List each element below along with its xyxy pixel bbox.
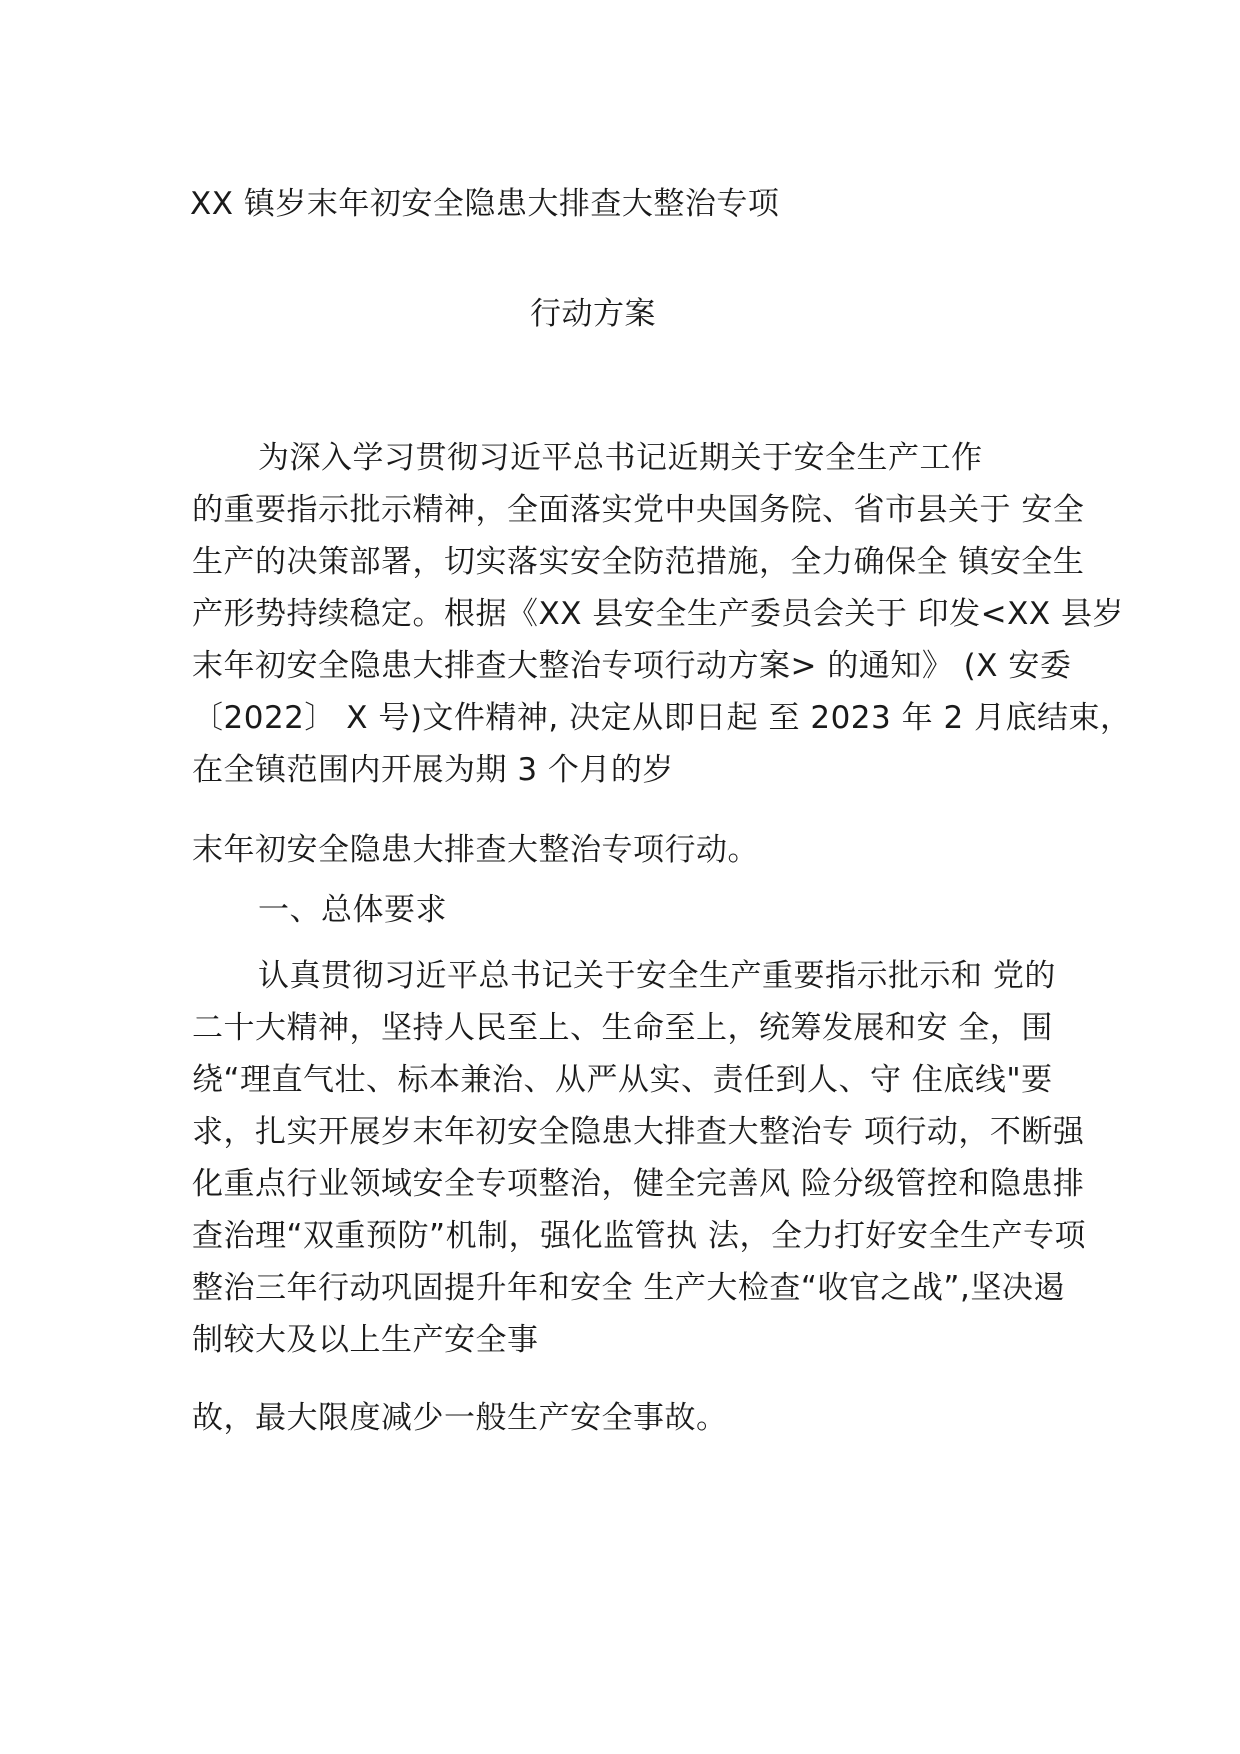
paragraph1-line-7: 在全镇范围内开展为期 3 个月的岁 (192, 752, 674, 788)
paragraph2-line-2: 二十大精神，坚持人民至上、生命至上，统筹发展和安 全，围 (192, 1010, 1053, 1046)
paragraph2-line-4: 求，扎实开展岁末年初安全隐患大排查大整治专 项行动，不断强 (192, 1114, 1085, 1150)
paragraph2-line-8: 制较大及以上生产安全事 (192, 1322, 539, 1358)
paragraph2-line-1: 认真贯彻习近平总书记关于安全生产重要指示批示和 党的 (258, 958, 1056, 994)
paragraph1-line-8: 末年初安全隐患大排查大整治专项行动。 (192, 832, 759, 868)
paragraph2-line-7: 整治三年行动巩固提升年和安全 生产大检查“收官之战”,坚决遏 (192, 1270, 1065, 1306)
paragraph2-line-9: 故，最大限度减少一般生产安全事故。 (192, 1400, 728, 1436)
paragraph1-line-4: 产形势持续稳定。根据《XX 县安全生产委员会关于 印发<XX 县岁 (192, 596, 1124, 632)
document-title-line-1: XX 镇岁末年初安全隐患大排查大整治专项 (190, 186, 780, 222)
section-heading: 一、总体要求 (258, 892, 447, 928)
paragraph1-line-3: 生产的决策部署，切实落实安全防范措施，全力确保全 镇安全生 (192, 544, 1085, 580)
paragraph1-line-2: 的重要指示批示精神，全面落实党中央国务院、省市县关于 安全 (192, 492, 1085, 528)
paragraph2-line-3: 绕“理直气壮、标本兼治、从严从实、责任到人、守 住底线"要 (192, 1062, 1053, 1098)
paragraph2-line-6: 查治理“双重预防”机制，强化监管执 法，全力打好安全生产专项 (192, 1218, 1086, 1254)
paragraph2-line-5: 化重点行业领域安全专项整治，健全完善风 险分级管控和隐患排 (192, 1166, 1085, 1202)
paragraph1-line-1: 为深入学习贯彻习近平总书记近期关于安全生产工作 (258, 440, 983, 476)
document-title-line-2: 行动方案 (530, 296, 656, 332)
paragraph1-line-6: 〔2022〕 X 号)文件精神, 决定从即日起 至 2023 年 2 月底结束， (192, 700, 1132, 736)
paragraph1-line-5: 末年初安全隐患大排查大整治专项行动方案> 的通知》 (X 安委 (192, 648, 1072, 684)
